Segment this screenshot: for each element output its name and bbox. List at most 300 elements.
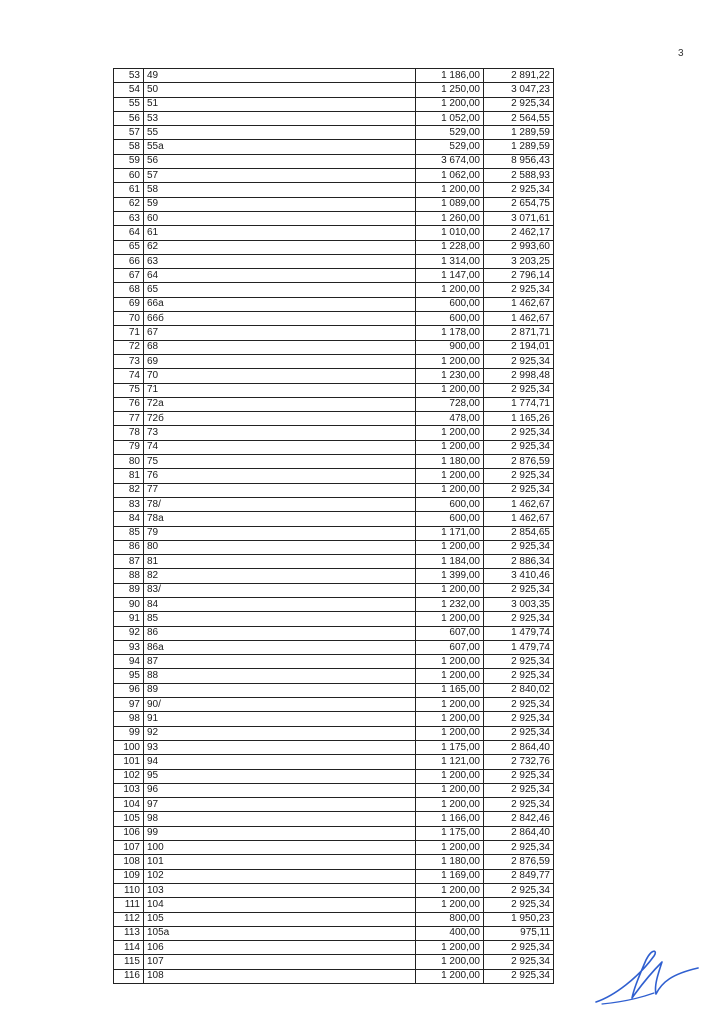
value-cell: 2 588,93 [484, 169, 554, 183]
table-row [114, 798, 554, 812]
row-number-cell: 66 [114, 254, 144, 268]
plot-number-cell: 67 [144, 326, 416, 340]
signature-underline [602, 993, 654, 1004]
table-row [114, 583, 554, 597]
table-row [114, 640, 554, 654]
value-cell: 1 289,59 [484, 126, 554, 140]
value-cell: 2 925,34 [484, 712, 554, 726]
row-number-cell: 111 [114, 898, 144, 912]
area-cell: 1 186,00 [416, 69, 484, 83]
row-number-cell: 110 [114, 883, 144, 897]
table-body [114, 69, 554, 984]
area-cell: 1 200,00 [416, 383, 484, 397]
row-number-cell: 61 [114, 183, 144, 197]
value-cell: 2 925,34 [484, 698, 554, 712]
area-cell: 1 010,00 [416, 226, 484, 240]
table-row [114, 855, 554, 869]
row-number-cell: 55 [114, 97, 144, 111]
plot-number-cell: 50 [144, 83, 416, 97]
plot-number-cell: 85 [144, 612, 416, 626]
area-cell: 1 175,00 [416, 740, 484, 754]
table-row [114, 869, 554, 883]
table-row [114, 111, 554, 125]
table-row [114, 755, 554, 769]
plot-number-cell: 53 [144, 111, 416, 125]
plot-number-cell: 64 [144, 269, 416, 283]
plot-number-cell: 55 [144, 126, 416, 140]
value-cell: 1 462,67 [484, 512, 554, 526]
row-number-cell: 81 [114, 469, 144, 483]
row-number-cell: 67 [114, 269, 144, 283]
area-cell: 1 200,00 [416, 354, 484, 368]
value-cell: 2 925,34 [484, 483, 554, 497]
signature [592, 938, 702, 1008]
table-row [114, 354, 554, 368]
table-row [114, 169, 554, 183]
plot-number-cell: 83/ [144, 583, 416, 597]
table-row [114, 597, 554, 611]
table-row [114, 812, 554, 826]
value-cell: 2 925,34 [484, 655, 554, 669]
row-number-cell: 93 [114, 640, 144, 654]
value-cell: 3 047,23 [484, 83, 554, 97]
area-cell: 1 171,00 [416, 526, 484, 540]
table-row [114, 254, 554, 268]
plot-number-cell: 93 [144, 740, 416, 754]
plot-number-cell: 77 [144, 483, 416, 497]
row-number-cell: 54 [114, 83, 144, 97]
plot-number-cell: 72б [144, 412, 416, 426]
signature-stroke [596, 951, 698, 1002]
value-cell: 2 925,34 [484, 669, 554, 683]
value-cell: 2 925,34 [484, 798, 554, 812]
row-number-cell: 109 [114, 869, 144, 883]
table-row [114, 912, 554, 926]
value-cell: 1 165,26 [484, 412, 554, 426]
value-cell: 2 654,75 [484, 197, 554, 211]
table-row [114, 383, 554, 397]
plot-number-cell: 49 [144, 69, 416, 83]
row-number-cell: 113 [114, 926, 144, 940]
area-cell: 1 200,00 [416, 612, 484, 626]
plot-number-cell: 99 [144, 826, 416, 840]
value-cell: 3 410,46 [484, 569, 554, 583]
area-cell: 900,00 [416, 340, 484, 354]
value-cell: 1 479,74 [484, 626, 554, 640]
row-number-cell: 94 [114, 655, 144, 669]
table-row [114, 698, 554, 712]
plot-number-cell: 80 [144, 540, 416, 554]
area-cell: 1 175,00 [416, 826, 484, 840]
plot-number-cell: 86 [144, 626, 416, 640]
table-row [114, 512, 554, 526]
row-number-cell: 75 [114, 383, 144, 397]
table-row [114, 540, 554, 554]
table-row [114, 326, 554, 340]
plot-number-cell: 59 [144, 197, 416, 211]
row-number-cell: 57 [114, 126, 144, 140]
table-row [114, 97, 554, 111]
row-number-cell: 80 [114, 455, 144, 469]
row-number-cell: 115 [114, 955, 144, 969]
area-cell: 3 674,00 [416, 154, 484, 168]
value-cell: 3 203,25 [484, 254, 554, 268]
value-cell: 2 925,34 [484, 97, 554, 111]
area-cell: 1 089,00 [416, 197, 484, 211]
row-number-cell: 86 [114, 540, 144, 554]
value-cell: 2 993,60 [484, 240, 554, 254]
plot-number-cell: 78/ [144, 497, 416, 511]
table-row [114, 240, 554, 254]
row-number-cell: 63 [114, 211, 144, 225]
row-number-cell: 74 [114, 369, 144, 383]
row-number-cell: 92 [114, 626, 144, 640]
area-cell: 1 200,00 [416, 941, 484, 955]
table-row [114, 883, 554, 897]
row-number-cell: 71 [114, 326, 144, 340]
table-row [114, 926, 554, 940]
value-cell: 2 925,34 [484, 883, 554, 897]
area-cell: 607,00 [416, 626, 484, 640]
table-row [114, 569, 554, 583]
plot-number-cell: 70 [144, 369, 416, 383]
area-cell: 607,00 [416, 640, 484, 654]
area-cell: 400,00 [416, 926, 484, 940]
area-cell: 1 178,00 [416, 326, 484, 340]
table-row [114, 712, 554, 726]
plot-number-cell: 108 [144, 969, 416, 983]
value-cell: 975,11 [484, 926, 554, 940]
area-cell: 1 200,00 [416, 655, 484, 669]
plot-number-cell: 103 [144, 883, 416, 897]
plot-number-cell: 55а [144, 140, 416, 154]
plot-number-cell: 66а [144, 297, 416, 311]
table-row [114, 340, 554, 354]
table-row [114, 726, 554, 740]
table-row [114, 497, 554, 511]
area-cell: 1 200,00 [416, 783, 484, 797]
table-row [114, 297, 554, 311]
row-number-cell: 82 [114, 483, 144, 497]
value-cell: 2 925,34 [484, 426, 554, 440]
area-cell: 1 180,00 [416, 455, 484, 469]
plot-number-cell: 75 [144, 455, 416, 469]
area-cell: 1 200,00 [416, 440, 484, 454]
row-number-cell: 62 [114, 197, 144, 211]
value-cell: 2 796,14 [484, 269, 554, 283]
value-cell: 2 891,22 [484, 69, 554, 83]
row-number-cell: 85 [114, 526, 144, 540]
area-cell: 1 184,00 [416, 555, 484, 569]
value-cell: 1 462,67 [484, 497, 554, 511]
plot-number-cell: 62 [144, 240, 416, 254]
table-row [114, 683, 554, 697]
plot-number-cell: 90/ [144, 698, 416, 712]
value-cell: 2 864,40 [484, 740, 554, 754]
area-cell: 529,00 [416, 140, 484, 154]
table-row [114, 655, 554, 669]
page-number: 3 [678, 48, 684, 59]
plot-number-cell: 94 [144, 755, 416, 769]
row-number-cell: 58 [114, 140, 144, 154]
value-cell: 2 925,34 [484, 283, 554, 297]
plot-number-cell: 84 [144, 597, 416, 611]
row-number-cell: 78 [114, 426, 144, 440]
area-cell: 1 147,00 [416, 269, 484, 283]
plot-number-cell: 66б [144, 312, 416, 326]
area-cell: 1 200,00 [416, 898, 484, 912]
value-cell: 2 925,34 [484, 183, 554, 197]
plot-number-cell: 57 [144, 169, 416, 183]
area-cell: 1 200,00 [416, 955, 484, 969]
area-cell: 600,00 [416, 497, 484, 511]
row-number-cell: 96 [114, 683, 144, 697]
area-cell: 1 200,00 [416, 669, 484, 683]
row-number-cell: 83 [114, 497, 144, 511]
row-number-cell: 95 [114, 669, 144, 683]
table-row [114, 312, 554, 326]
area-cell: 478,00 [416, 412, 484, 426]
value-cell: 2 849,77 [484, 869, 554, 883]
area-cell: 1 200,00 [416, 798, 484, 812]
table-row [114, 769, 554, 783]
value-cell: 2 840,02 [484, 683, 554, 697]
value-cell: 2 925,34 [484, 955, 554, 969]
table-row [114, 526, 554, 540]
plot-number-cell: 95 [144, 769, 416, 783]
row-number-cell: 102 [114, 769, 144, 783]
row-number-cell: 98 [114, 712, 144, 726]
value-cell: 2 998,48 [484, 369, 554, 383]
value-cell: 2 925,34 [484, 898, 554, 912]
row-number-cell: 105 [114, 812, 144, 826]
value-cell: 2 925,34 [484, 440, 554, 454]
table-row [114, 455, 554, 469]
plot-number-cell: 74 [144, 440, 416, 454]
area-cell: 1 200,00 [416, 698, 484, 712]
table-row [114, 426, 554, 440]
plot-number-cell: 60 [144, 211, 416, 225]
plot-number-cell: 88 [144, 669, 416, 683]
value-cell: 2 925,34 [484, 783, 554, 797]
row-number-cell: 87 [114, 555, 144, 569]
value-cell: 2 842,46 [484, 812, 554, 826]
table-row [114, 269, 554, 283]
area-cell: 1 200,00 [416, 712, 484, 726]
value-cell: 2 925,34 [484, 383, 554, 397]
value-cell: 2 925,34 [484, 969, 554, 983]
plot-number-cell: 82 [144, 569, 416, 583]
row-number-cell: 104 [114, 798, 144, 812]
plot-number-cell: 73 [144, 426, 416, 440]
area-cell: 1 200,00 [416, 883, 484, 897]
area-cell: 1 166,00 [416, 812, 484, 826]
area-cell: 1 062,00 [416, 169, 484, 183]
row-number-cell: 114 [114, 941, 144, 955]
plot-number-cell: 104 [144, 898, 416, 912]
row-number-cell: 100 [114, 740, 144, 754]
row-number-cell: 106 [114, 826, 144, 840]
area-cell: 1 200,00 [416, 841, 484, 855]
registry-table [113, 68, 554, 984]
area-cell: 1 052,00 [416, 111, 484, 125]
value-cell: 2 925,34 [484, 726, 554, 740]
row-number-cell: 101 [114, 755, 144, 769]
value-cell: 2 925,34 [484, 354, 554, 368]
value-cell: 1 462,67 [484, 297, 554, 311]
area-cell: 1 169,00 [416, 869, 484, 883]
table-row [114, 483, 554, 497]
value-cell: 3 003,35 [484, 597, 554, 611]
value-cell: 2 462,17 [484, 226, 554, 240]
area-cell: 1 250,00 [416, 83, 484, 97]
plot-number-cell: 56 [144, 154, 416, 168]
plot-number-cell: 79 [144, 526, 416, 540]
row-number-cell: 73 [114, 354, 144, 368]
value-cell: 1 289,59 [484, 140, 554, 154]
row-number-cell: 76 [114, 397, 144, 411]
row-number-cell: 68 [114, 283, 144, 297]
table-row [114, 555, 554, 569]
table-row [114, 941, 554, 955]
row-number-cell: 70 [114, 312, 144, 326]
table-row [114, 197, 554, 211]
table-row [114, 369, 554, 383]
row-number-cell: 116 [114, 969, 144, 983]
value-cell: 2 876,59 [484, 855, 554, 869]
table-row [114, 83, 554, 97]
plot-number-cell: 69 [144, 354, 416, 368]
area-cell: 600,00 [416, 297, 484, 311]
value-cell: 2 871,71 [484, 326, 554, 340]
area-cell: 1 200,00 [416, 969, 484, 983]
row-number-cell: 53 [114, 69, 144, 83]
area-cell: 1 200,00 [416, 583, 484, 597]
value-cell: 1 462,67 [484, 312, 554, 326]
plot-number-cell: 87 [144, 655, 416, 669]
value-cell: 2 925,34 [484, 583, 554, 597]
value-cell: 2 864,40 [484, 826, 554, 840]
area-cell: 529,00 [416, 126, 484, 140]
row-number-cell: 60 [114, 169, 144, 183]
row-number-cell: 99 [114, 726, 144, 740]
table-row [114, 898, 554, 912]
row-number-cell: 91 [114, 612, 144, 626]
area-cell: 600,00 [416, 312, 484, 326]
area-cell: 1 399,00 [416, 569, 484, 583]
row-number-cell: 64 [114, 226, 144, 240]
plot-number-cell: 76 [144, 469, 416, 483]
value-cell: 2 876,59 [484, 455, 554, 469]
value-cell: 2 925,34 [484, 540, 554, 554]
area-cell: 1 200,00 [416, 726, 484, 740]
value-cell: 2 194,01 [484, 340, 554, 354]
value-cell: 1 950,23 [484, 912, 554, 926]
table-row [114, 740, 554, 754]
row-number-cell: 84 [114, 512, 144, 526]
plot-number-cell: 97 [144, 798, 416, 812]
area-cell: 1 180,00 [416, 855, 484, 869]
table-row [114, 283, 554, 297]
table-row [114, 412, 554, 426]
value-cell: 2 886,34 [484, 555, 554, 569]
area-cell: 1 230,00 [416, 369, 484, 383]
plot-number-cell: 101 [144, 855, 416, 869]
row-number-cell: 107 [114, 841, 144, 855]
row-number-cell: 72 [114, 340, 144, 354]
row-number-cell: 65 [114, 240, 144, 254]
plot-number-cell: 106 [144, 941, 416, 955]
table-row [114, 469, 554, 483]
area-cell: 1 121,00 [416, 755, 484, 769]
area-cell: 1 165,00 [416, 683, 484, 697]
value-cell: 1 479,74 [484, 640, 554, 654]
area-cell: 1 228,00 [416, 240, 484, 254]
plot-number-cell: 86а [144, 640, 416, 654]
row-number-cell: 69 [114, 297, 144, 311]
row-number-cell: 77 [114, 412, 144, 426]
table-row [114, 612, 554, 626]
table-row [114, 140, 554, 154]
area-cell: 1 200,00 [416, 426, 484, 440]
table-row [114, 69, 554, 83]
row-number-cell: 103 [114, 783, 144, 797]
table-row [114, 841, 554, 855]
table-row [114, 440, 554, 454]
value-cell: 1 774,71 [484, 397, 554, 411]
area-cell: 800,00 [416, 912, 484, 926]
plot-number-cell: 58 [144, 183, 416, 197]
area-cell: 1 200,00 [416, 469, 484, 483]
value-cell: 2 925,34 [484, 469, 554, 483]
area-cell: 1 200,00 [416, 540, 484, 554]
row-number-cell: 56 [114, 111, 144, 125]
plot-number-cell: 105 [144, 912, 416, 926]
plot-number-cell: 81 [144, 555, 416, 569]
plot-number-cell: 105а [144, 926, 416, 940]
plot-number-cell: 78а [144, 512, 416, 526]
plot-number-cell: 89 [144, 683, 416, 697]
value-cell: 2 925,34 [484, 941, 554, 955]
table-row [114, 669, 554, 683]
area-cell: 728,00 [416, 397, 484, 411]
plot-number-cell: 102 [144, 869, 416, 883]
row-number-cell: 108 [114, 855, 144, 869]
row-number-cell: 112 [114, 912, 144, 926]
plot-number-cell: 91 [144, 712, 416, 726]
plot-number-cell: 100 [144, 841, 416, 855]
area-cell: 1 200,00 [416, 97, 484, 111]
table-row [114, 397, 554, 411]
area-cell: 1 200,00 [416, 183, 484, 197]
value-cell: 2 564,55 [484, 111, 554, 125]
value-cell: 2 854,65 [484, 526, 554, 540]
area-cell: 1 260,00 [416, 211, 484, 225]
table-row [114, 955, 554, 969]
table-row [114, 126, 554, 140]
plot-number-cell: 71 [144, 383, 416, 397]
plot-number-cell: 96 [144, 783, 416, 797]
value-cell: 2 925,34 [484, 841, 554, 855]
plot-number-cell: 51 [144, 97, 416, 111]
plot-number-cell: 65 [144, 283, 416, 297]
table-row [114, 826, 554, 840]
plot-number-cell: 72а [144, 397, 416, 411]
row-number-cell: 89 [114, 583, 144, 597]
value-cell: 3 071,61 [484, 211, 554, 225]
row-number-cell: 97 [114, 698, 144, 712]
table-row [114, 626, 554, 640]
